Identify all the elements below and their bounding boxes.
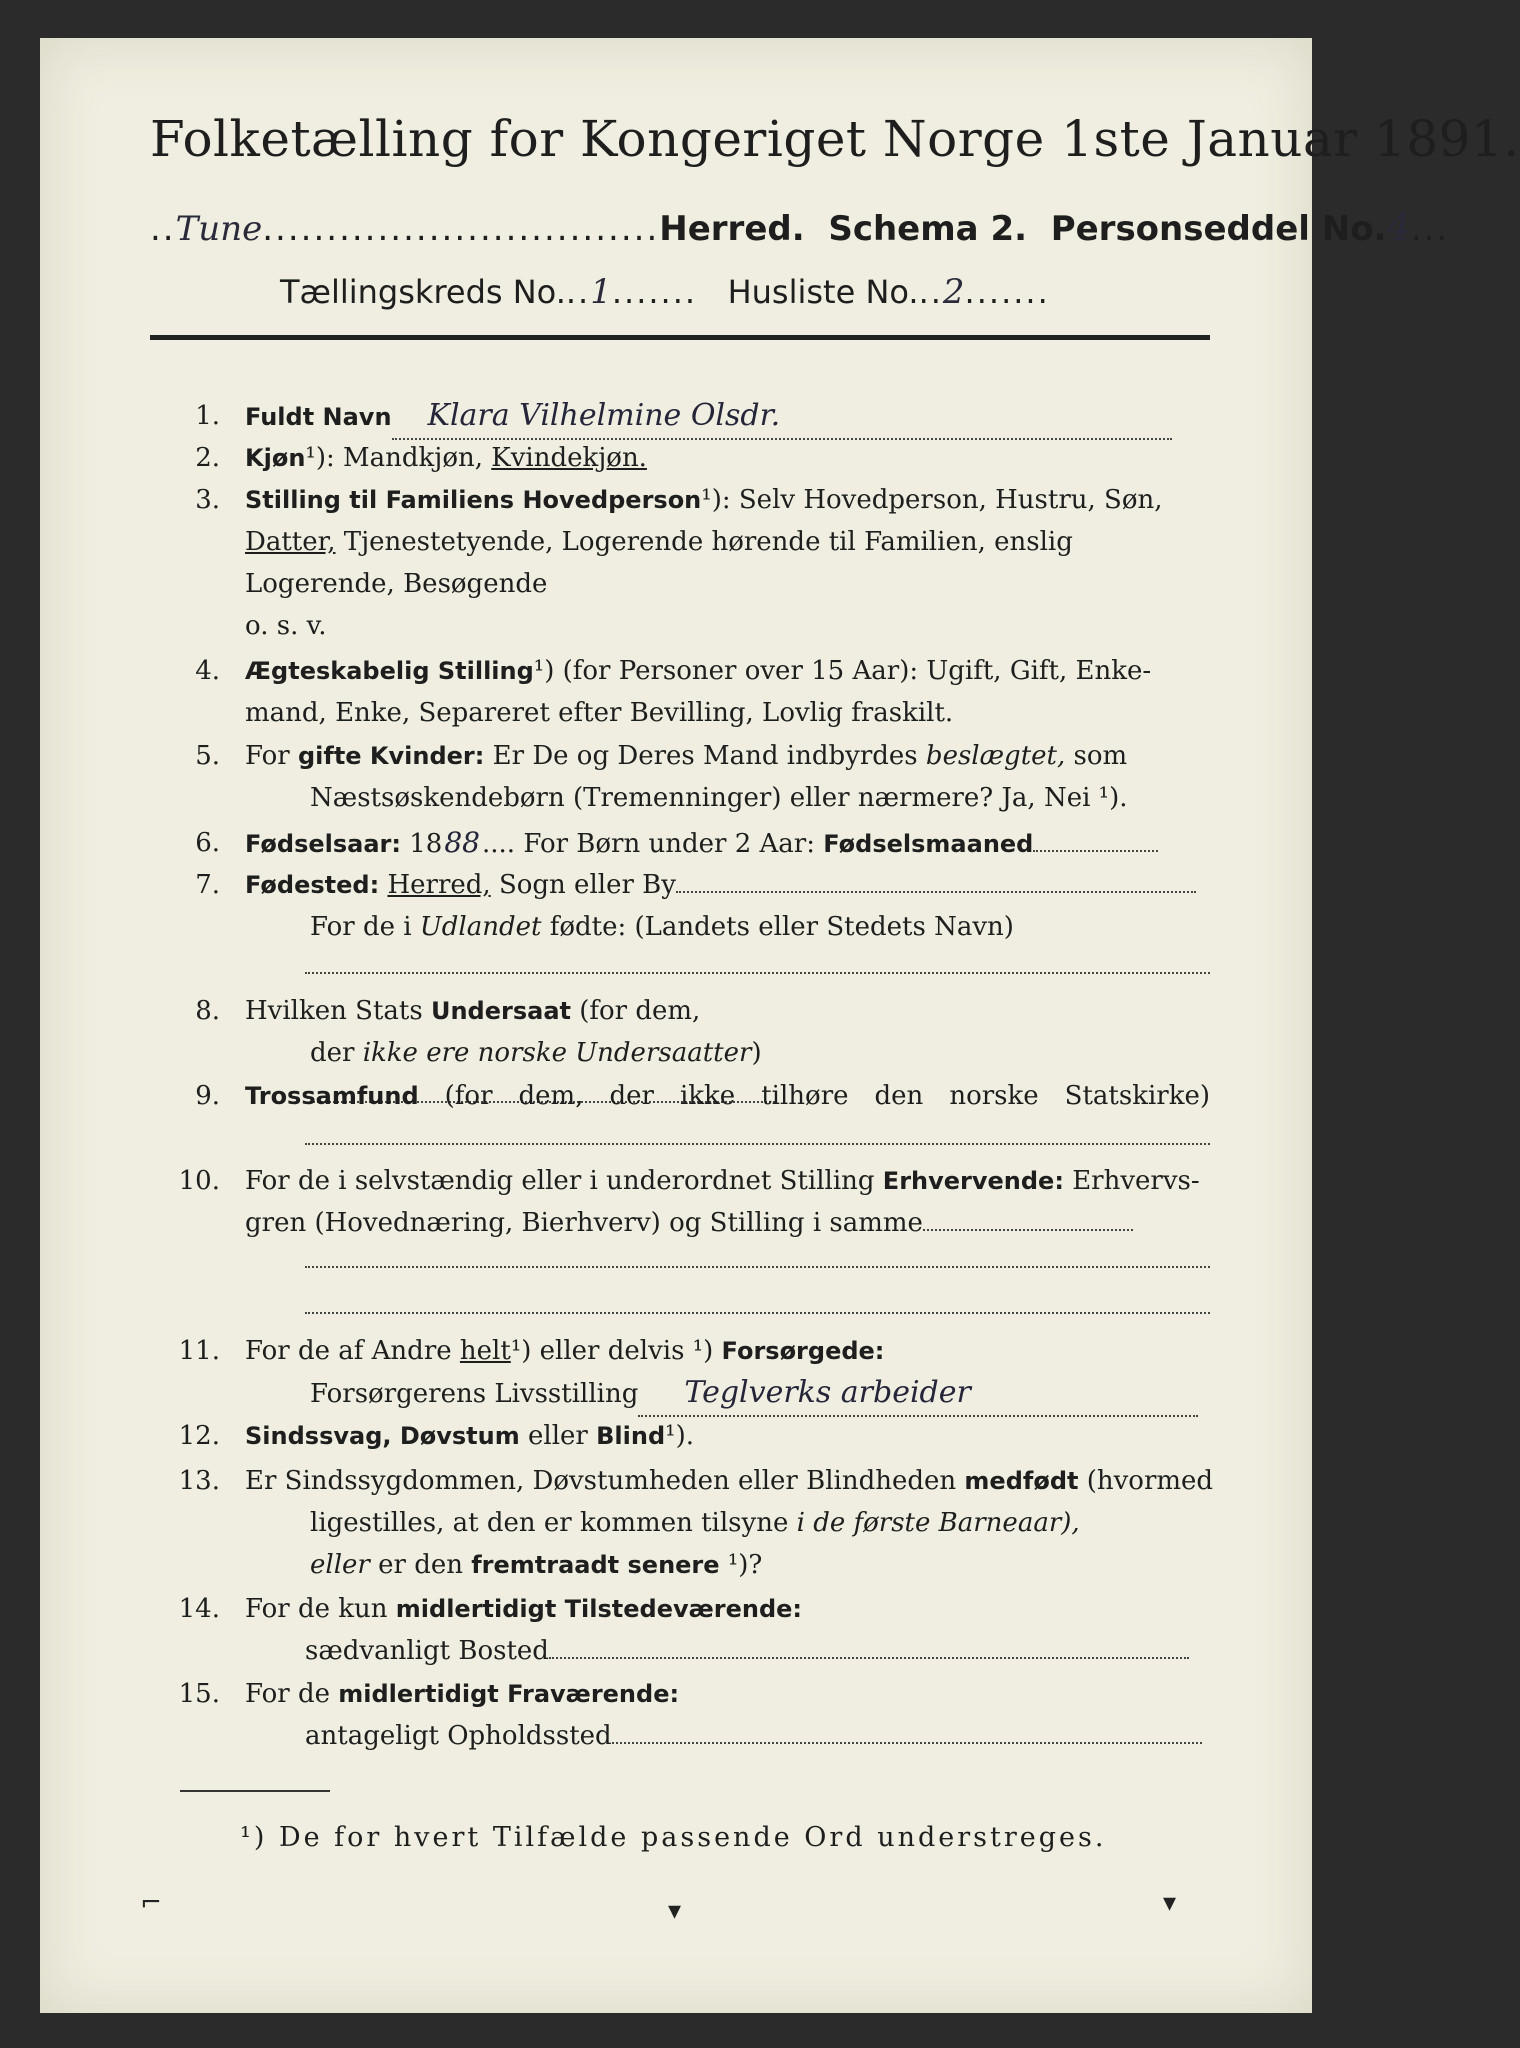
husliste-label: Husliste No.: [727, 273, 919, 311]
footnote-divider: [180, 1790, 330, 1792]
item-10-fill-line-1: [305, 1266, 1210, 1268]
item-7-fill-line: [305, 972, 1210, 974]
header-row-2: Tællingskreds No...1....... Husliste No...2.......: [280, 272, 1050, 312]
birthplace-selected: Herred,: [387, 870, 491, 900]
sex-selected: Kvindekjøn.: [491, 443, 647, 473]
position-selected: Datter,: [245, 527, 336, 557]
kreds-value: 1: [590, 272, 612, 312]
header-row-1: ..Tune...............................Herred. Schema 2. Personseddel No.4...: [150, 205, 1450, 249]
personseddel-value: 4: [1386, 205, 1411, 249]
kreds-label: Tællingskreds No.: [280, 273, 566, 311]
header-divider: [150, 335, 1210, 340]
margin-mark-left: ⌐: [140, 1888, 162, 1918]
herred-label: Herred.: [659, 209, 805, 249]
margin-mark-right: ▾: [1163, 1888, 1177, 1918]
provider-occupation-value: Teglverks arbeider: [684, 1375, 971, 1410]
personseddel-label: Personseddel No.: [1050, 209, 1387, 249]
name-value: Klara Vilhelmine Olsdr.: [427, 398, 781, 433]
margin-mark-center: ▾: [668, 1896, 682, 1926]
footnote: ¹) De for hvert Tilfælde passende Ord understreges.: [240, 1822, 1107, 1853]
item-9-fill-line: [305, 1143, 1210, 1145]
form-title: Folketælling for Kongeriget Norge 1ste Januar 1891.: [150, 110, 1520, 168]
husliste-value: 2: [942, 272, 965, 312]
birth-year-value: 88: [444, 826, 480, 859]
item-10-fill-line-2: [305, 1312, 1210, 1314]
herred-value: Tune: [175, 209, 263, 249]
schema-label: Schema 2.: [828, 209, 1028, 249]
